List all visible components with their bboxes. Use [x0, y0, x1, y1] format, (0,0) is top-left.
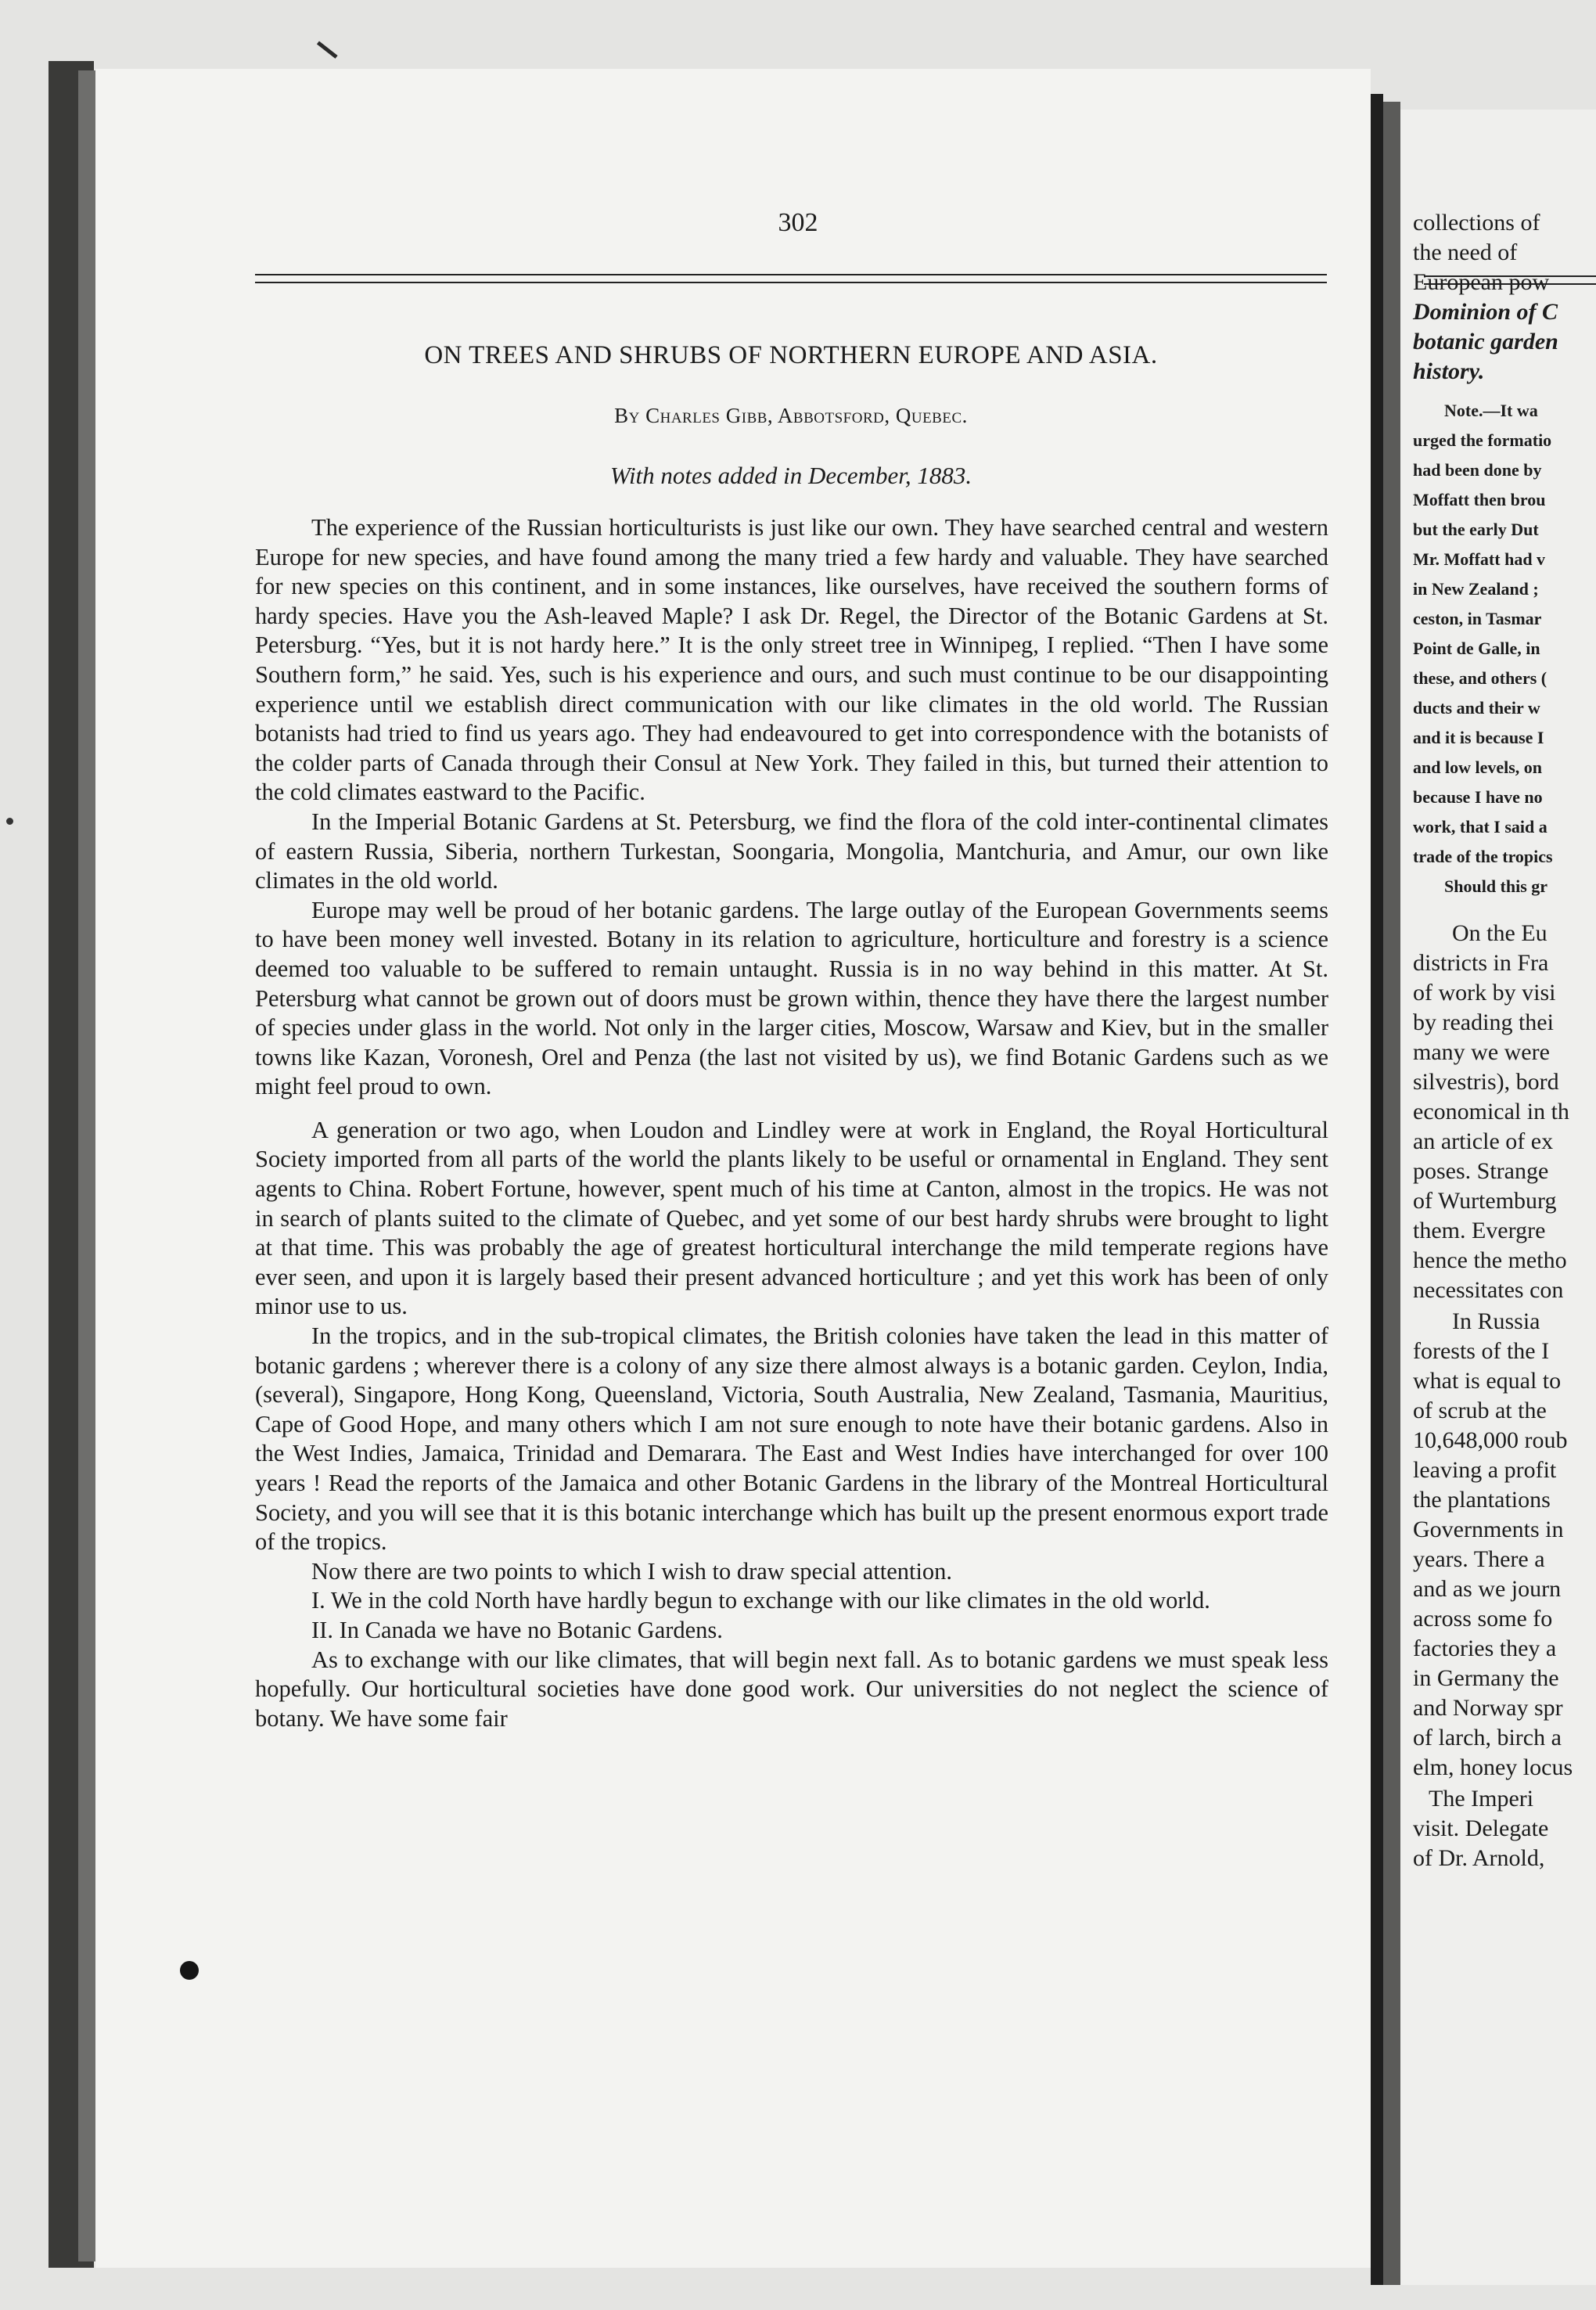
facing-page-line: of Dr. Arnold,	[1413, 1845, 1545, 1871]
facing-page-line: the plantations	[1413, 1487, 1551, 1513]
paragraph: As to exchange with our like climates, that will begin next fall. As to botanic gardens we must speak less hopefully. Our horticultural societies have done good work. Our universities do not neglect the science of botany. We have some fair	[255, 1646, 1328, 1732]
facing-page-line: Point de Galle, in	[1413, 639, 1540, 658]
facing-page-line: by reading thei	[1413, 1009, 1554, 1035]
facing-page-line: poses. Strange	[1413, 1158, 1549, 1184]
facing-page-line: On the Eu	[1452, 920, 1547, 946]
facing-page-line: silvestris), bord	[1413, 1069, 1559, 1095]
facing-page-line: ducts and their w	[1413, 698, 1540, 718]
facing-page-line: Moffatt then brou	[1413, 490, 1546, 509]
facing-page-line: them. Evergre	[1413, 1218, 1546, 1243]
paragraph: The experience of the Russian horticulturists is just like our own. They have searched central and western Europe for new species, and have found among the many tried a few hardy and valuable. They have searched for new species on this continent, and in some instances, like ourselves, have received the southern forms of hardy species. Have you the Ash-leaved Maple? I ask Dr. Regel, the Director of the Botanic Gardens at St. Petersburg. “Yes, but it is not hardy here.” It is the only street tree in Winnipeg, I replied. “Then I have some Southern form,” he said. Yes, such is his experience and ours, and such must continue to be our disappointing experience until we establish direct communication with our like climates in the old world. The Russian botanists had tried to find us years ago. They had endeavoured to get into correspondence with the botanists of the colder parts of Canada through their Consul at New York. They failed in this, but turned their attention to the cold climates eastward to the Pacific.	[255, 514, 1328, 806]
facing-page-line: and it is because I	[1413, 728, 1544, 747]
facing-page-line: Governments in	[1413, 1517, 1564, 1542]
facing-page-line: and low levels, on	[1413, 757, 1543, 777]
book-gutter	[1371, 94, 1383, 2285]
facing-page-line: elm, honey locus	[1413, 1754, 1573, 1780]
facing-page-line: botanic garden	[1413, 329, 1558, 354]
facing-page-line: The Imperi	[1429, 1786, 1534, 1812]
facing-page-line: districts in Fra	[1413, 950, 1549, 976]
article-title: ON TREES AND SHRUBS OF NORTHERN EUROPE AND ASIA.	[424, 341, 1158, 369]
facing-page-line: collections of	[1413, 210, 1540, 236]
book-edge-inner	[78, 70, 95, 2261]
facing-page-line: across some fo	[1413, 1606, 1553, 1632]
paragraph: Now there are two points to which I wish to draw special attention.	[311, 1557, 953, 1585]
paragraph: In the tropics, and in the sub-tropical climates, the British colonies have taken the lead in this matter of botanic gardens ; wherever there is a colony of any size there almost always is a botanic garden. Ceylon, India, (several), Singapore, Hong Kong, Queensland, Victoria, South Australia, New Zealand, Tasmania, Mauritius, Cape of Good Hope, and many others which I am not sure enough to note have their botanic gardens. Also in the West Indies, Jamaica, Trinidad and Demarara. The East and West Indies have interchanged for over 100 years ! Read the reports of the Jamaica and other Botanic Gardens in the library of the Montreal Horticultural Society, and you will see that it is this botanic interchange which has built up the present enormous export trade of the tropics.	[255, 1322, 1328, 1556]
facing-page-line: trade of the tropics	[1413, 847, 1553, 866]
facing-page-line: Should this gr	[1444, 876, 1548, 896]
facing-page-line: factories they a	[1413, 1635, 1557, 1661]
paragraph: II. In Canada we have no Botanic Gardens.	[311, 1616, 723, 1643]
facing-page-line: the need of	[1413, 239, 1518, 265]
facing-page-line: In Russia	[1452, 1308, 1540, 1334]
facing-page-line: years. There a	[1413, 1546, 1545, 1572]
facing-page-line: ceston, in Tasmar	[1413, 609, 1542, 628]
facing-page-line: Dominion of C	[1413, 299, 1558, 325]
ink-dot	[180, 1961, 199, 1980]
facing-page-line: and Norway spr	[1413, 1695, 1563, 1721]
book-gutter-shadow	[1383, 102, 1400, 2285]
facing-page-line: hence the metho	[1413, 1247, 1567, 1273]
facing-page-line: many we were	[1413, 1039, 1550, 1065]
facing-page-line: an article of ex	[1413, 1128, 1554, 1154]
facing-page-line: had been done by	[1413, 460, 1542, 480]
facing-page-line: leaving a profit	[1413, 1457, 1557, 1483]
paragraph: In the Imperial Botanic Gardens at St. Petersburg, we find the flora of the cold inter-continental climates of eastern Russia, Siberia, northern Turkestan, Soongaria, Mongolia, Mantchuria, and Amur, our own like climates in the old world.	[255, 808, 1328, 894]
article-notes: With notes added in December, 1883.	[609, 462, 972, 489]
facing-page-line: and as we journ	[1413, 1576, 1562, 1602]
paragraph: I. We in the cold North have hardly begun to exchange with our like climates in the old world.	[311, 1587, 1210, 1614]
paragraph: Europe may well be proud of her botanic gardens. The large outlay of the European Governments seems to have been money well invested. Botany in its relation to agriculture, horticulture and forestry is a science deemed too valuable to be suffered to remain untaught. Russia is in no way behind in this matter. At St. Petersburg what cannot be grown out of doors must be grown within, thence they have there the largest number of species under glass in the world. Not only in the larger cities, Moscow, Warsaw and Kiev, but in the smaller towns like Kazan, Voronesh, Orel and Penza (the last not visited by us), we find Botanic Gardens such as we might feel proud to own.	[255, 896, 1328, 1100]
article-body	[255, 513, 1328, 1733]
facing-page	[1400, 110, 1596, 2285]
page-number: 302	[778, 208, 818, 237]
facing-page-line: work, that I said a	[1413, 817, 1547, 837]
facing-page-line: in Germany the	[1413, 1665, 1559, 1691]
facing-page-line: what is equal to	[1413, 1368, 1562, 1394]
facing-page-line: history.	[1413, 358, 1485, 384]
paragraph: A generation or two ago, when Loudon and Lindley were at work in England, the Royal Horticultural Society imported from all parts of the world the plants likely to be useful or ornamental in England. They sent agents to China. Robert Fortune, however, spent much of his time at Canton, almost in the tropics. He was not in search of plants suited to the climate of Quebec, and yet some of our best hardy shrubs were brought to light at that time. This was probably the age of greatest horticultural interchange the mild temperate regions have ever seen, and upon it is largely based their present advanced horticulture ; and yet this work has been of only minor use to us.	[255, 1116, 1328, 1320]
facing-page-line: Note.—It wa	[1444, 401, 1538, 420]
facing-page-line: of work by visi	[1413, 980, 1556, 1006]
facing-page-line: in New Zealand ;	[1413, 579, 1539, 599]
article-byline: By Charles Gibb, Abbotsford, Quebec.	[614, 404, 968, 427]
facing-page-line: 10,648,000 roub	[1413, 1427, 1568, 1453]
facing-page-line: necessitates con	[1413, 1277, 1564, 1303]
facing-page-line: because I have no	[1413, 787, 1543, 807]
facing-page-line: of larch, birch a	[1413, 1725, 1562, 1750]
facing-page-line: but the early Dut	[1413, 520, 1539, 539]
scan-speck	[6, 818, 13, 825]
facing-page-line: urged the formatio	[1413, 430, 1552, 450]
facing-page-line: economical in th	[1413, 1099, 1569, 1124]
header-rule-bottom	[255, 282, 1327, 283]
facing-page-line: of Wurtemburg	[1413, 1188, 1557, 1214]
facing-page-line: European pow	[1413, 269, 1550, 295]
facing-page-line: these, and others (	[1413, 668, 1547, 688]
facing-page-line: of scrub at the	[1413, 1398, 1547, 1423]
facing-page-line: forests of the I	[1413, 1338, 1550, 1364]
header-rule-top	[255, 274, 1327, 275]
facing-page-line: Mr. Moffatt had v	[1413, 549, 1546, 569]
facing-page-line: visit. Delegate	[1413, 1815, 1549, 1841]
